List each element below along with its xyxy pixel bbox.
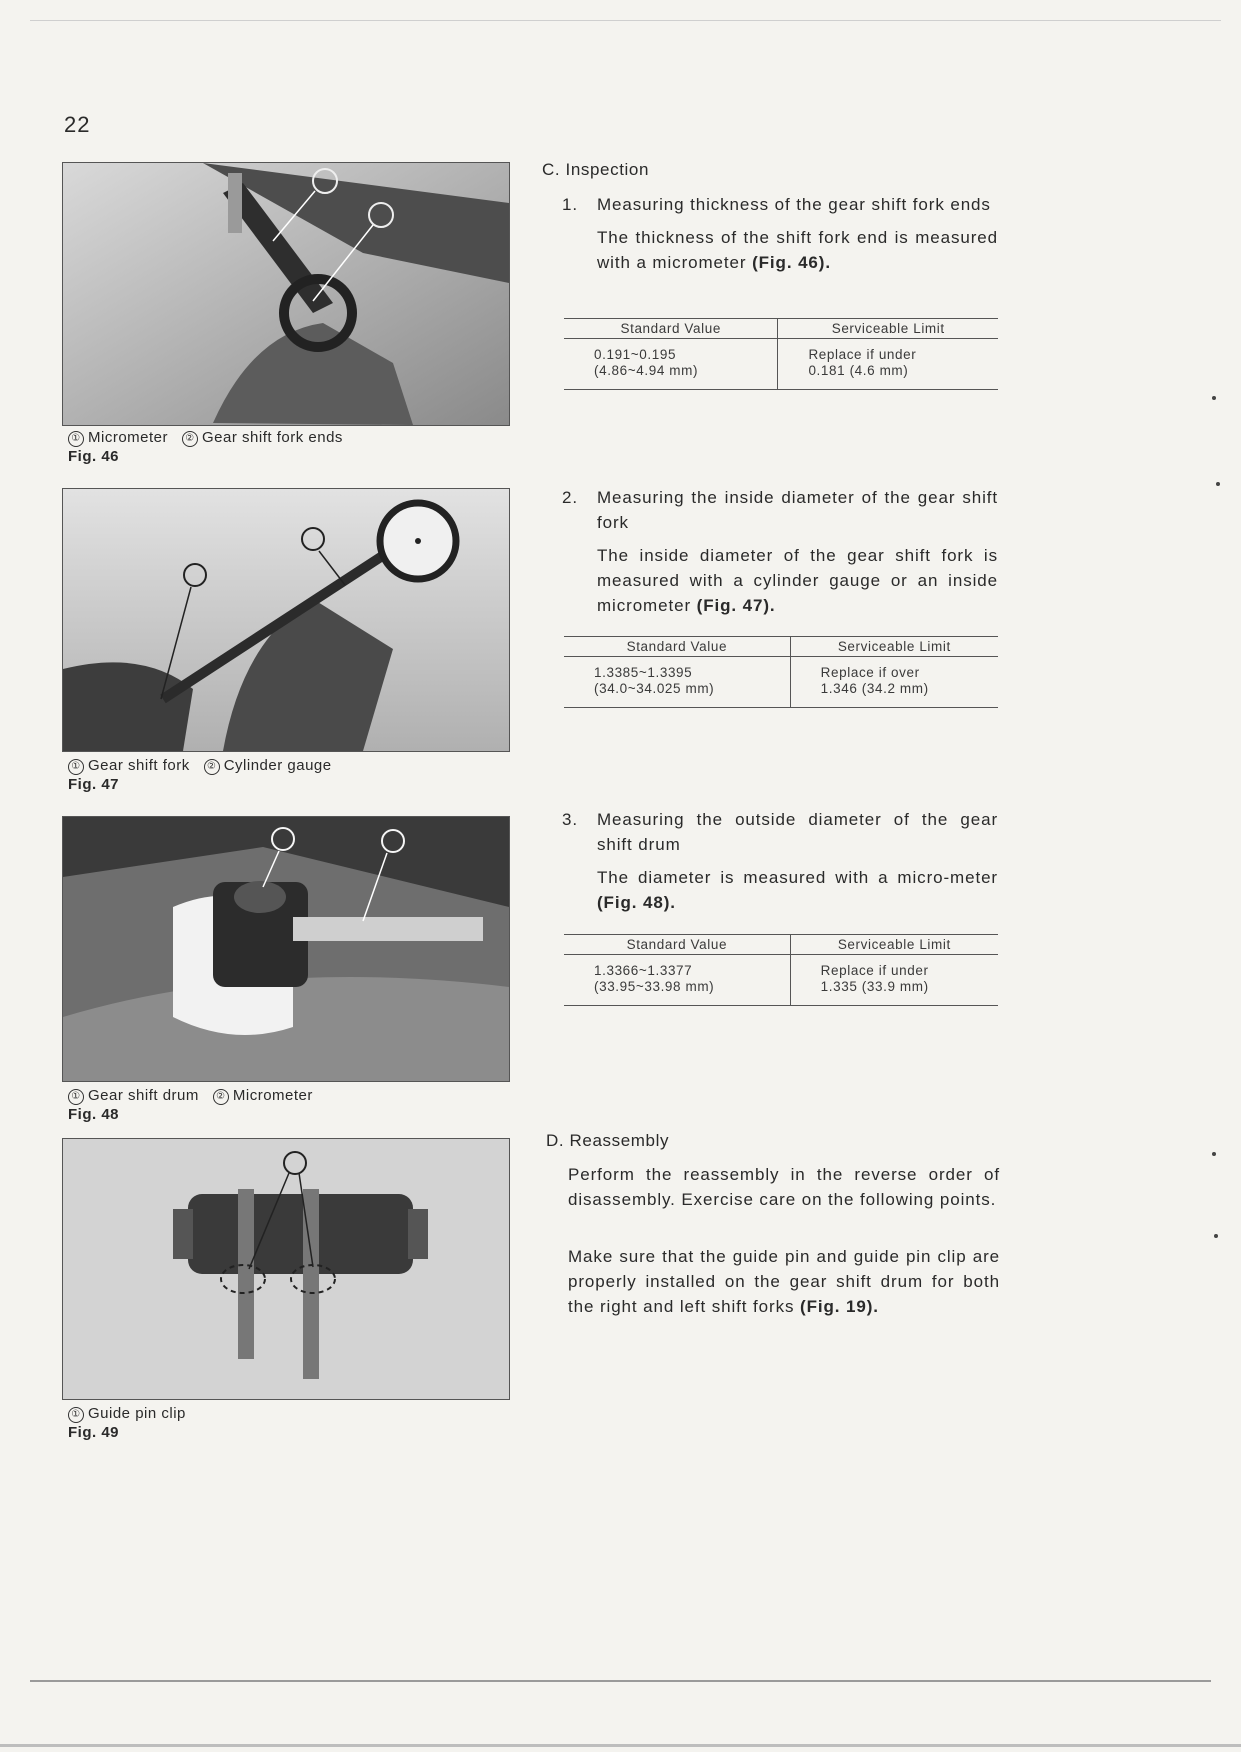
reassembly-paragraph-1: Perform the reassembly in the reverse order of disassembly. Exercise care on the following points. (568, 1165, 1000, 1209)
callout-marker: ① (68, 1407, 84, 1423)
step-body: The inside diameter of the gear shift fork is measured with a cylinder gauge or an inside micrometer (597, 546, 998, 615)
figure-47-photo (62, 488, 510, 752)
scan-speck (1216, 482, 1220, 486)
spec-table-2 (564, 636, 998, 708)
serviceable-limit-cell: Replace if under 1.335 (33.9 mm) (790, 955, 998, 1006)
callout-marker: ② (204, 759, 220, 775)
standard-value-cell: 0.191~0.195 (4.86~4.94 mm) (564, 339, 778, 390)
step-number: 3. (562, 810, 578, 829)
spec-table-1 (564, 318, 998, 390)
callout-marker: ② (182, 431, 198, 447)
callout-label: Micrometer (232, 1087, 313, 1104)
figure-label: Fig. 47 (68, 776, 120, 793)
step-2 (562, 485, 998, 618)
step-number: 2. (562, 488, 578, 507)
figure-reference: (Fig. 47). (696, 596, 776, 615)
top-rule (30, 20, 1221, 21)
figure-46-caption (68, 428, 343, 466)
callout-marker: ② (213, 1089, 229, 1105)
figure-reference: (Fig. 46). (752, 253, 831, 272)
callout-label: Cylinder gauge (223, 757, 332, 774)
serviceable-limit-cell: Replace if under 0.181 (4.6 mm) (778, 339, 998, 390)
serviceable-limit-cell: Replace if over 1.346 (34.2 mm) (790, 657, 998, 708)
callout-label: Gear shift fork (88, 757, 190, 774)
table-header: Serviceable Limit (778, 319, 998, 339)
callout-label: Gear shift fork ends (202, 429, 343, 446)
table-header: Standard Value (564, 637, 790, 657)
figure-label: Fig. 49 (68, 1424, 120, 1441)
figure-49-photo (62, 1138, 510, 1400)
reassembly-text: Make sure that the guide pin and guide pin clip are properly installed on the gear shift drum for both the right and left shift forks (568, 1247, 1000, 1316)
figure-label: Fig. 48 (68, 1106, 120, 1123)
callout-marker: ① (68, 1089, 84, 1105)
spec-table-3 (564, 934, 998, 1006)
callout-marker: ① (68, 759, 84, 775)
callout-label: Guide pin clip (88, 1405, 186, 1422)
standard-value-cell: 1.3385~1.3395 (34.0~34.025 mm) (564, 657, 790, 708)
scan-speck (1214, 1234, 1218, 1238)
step-1 (562, 192, 998, 275)
step-body: The thickness of the shift fork end is measured with a micrometer (597, 228, 998, 272)
standard-value-cell: 1.3366~1.3377 (33.95~33.98 mm) (564, 955, 790, 1006)
step-title: Measuring the inside diameter of the gear shift fork (597, 488, 998, 532)
reassembly-paragraph-2 (568, 1244, 1000, 1319)
figure-49-caption (68, 1404, 186, 1442)
callout-label: Micrometer (88, 429, 169, 446)
figure-46-photo (62, 162, 510, 426)
figure-48-caption (68, 1086, 313, 1124)
section-heading-inspection: C. Inspection (542, 160, 650, 179)
section-heading-reassembly: D. Reassembly (546, 1131, 670, 1150)
step-number: 1. (562, 195, 578, 214)
figure-reference: (Fig. 48). (597, 893, 676, 912)
table-header: Serviceable Limit (790, 637, 998, 657)
step-title: Measuring thickness of the gear shift fork ends (597, 195, 991, 214)
bottom-rule (30, 1680, 1211, 1682)
table-header: Standard Value (564, 319, 778, 339)
scan-speck (1212, 1152, 1216, 1156)
step-title: Measuring the outside diameter of the gear shift drum (597, 810, 998, 854)
figure-47-caption (68, 756, 332, 794)
step-body: The diameter is measured with a micro-meter (597, 868, 998, 887)
step-3 (562, 807, 998, 915)
page-edge (0, 1744, 1241, 1747)
figure-reference: (Fig. 19). (800, 1297, 879, 1316)
callout-marker: ① (68, 431, 84, 447)
table-header: Standard Value (564, 935, 790, 955)
figure-label: Fig. 46 (68, 448, 120, 465)
figure-48-photo (62, 816, 510, 1082)
table-header: Serviceable Limit (790, 935, 998, 955)
callout-label: Gear shift drum (88, 1087, 199, 1104)
scan-speck (1212, 396, 1216, 400)
page-number: 22 (64, 112, 91, 137)
